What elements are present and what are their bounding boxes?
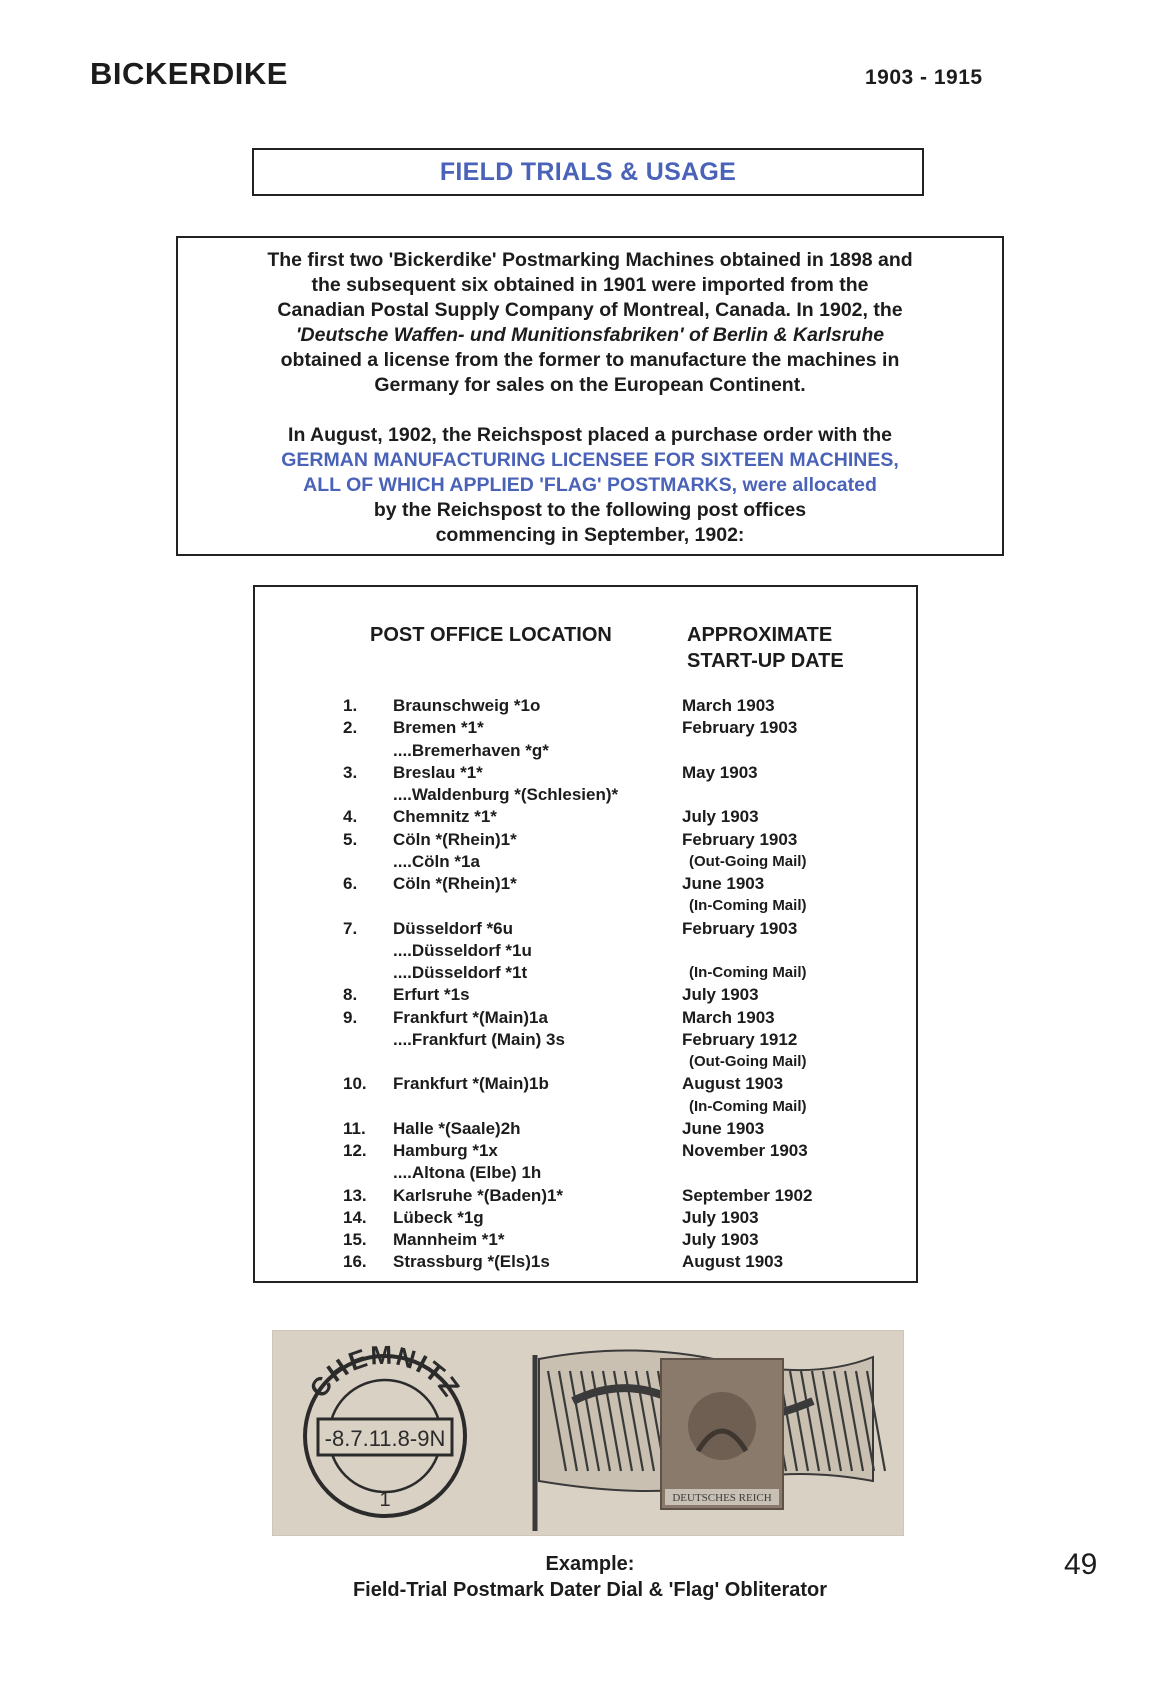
table-row <box>255 1051 916 1073</box>
section-title: FIELD TRIALS & USAGE <box>439 157 737 186</box>
row-date: (Out-Going Mail) <box>689 1053 807 1070</box>
stamp-country-text: DEUTSCHES REICH <box>672 1492 772 1504</box>
svg-text:CHEMNITZ <box>303 1340 467 1404</box>
row-location: ....Waldenburg *(Schlesien)* <box>393 785 619 804</box>
example-caption <box>280 1551 900 1603</box>
row-date: February 1903 <box>682 718 798 738</box>
row-number: 14. <box>343 1207 367 1227</box>
table-row <box>255 851 916 873</box>
table-row <box>255 873 916 895</box>
post-office-table <box>253 585 918 1283</box>
row-location: Bremen *1* <box>393 718 484 738</box>
row-number: 6. <box>343 874 358 893</box>
row-date: May 1903 <box>682 762 758 782</box>
row-location: Chemnitz *1* <box>393 807 497 827</box>
dial-office-number: 1 <box>379 1489 391 1511</box>
postmark-illustration <box>273 1331 903 1535</box>
table-row <box>255 1162 916 1184</box>
table-row <box>255 1229 916 1251</box>
row-number: 10. <box>343 1074 367 1094</box>
row-location: Halle *(Saale)2h <box>393 1118 521 1138</box>
row-number: 12. <box>343 1141 367 1160</box>
row-location: Strassburg *(Els)1s <box>393 1252 550 1272</box>
table-row <box>255 806 916 828</box>
row-location: Lübeck *1g <box>393 1207 484 1227</box>
table-row <box>255 784 916 806</box>
intro-line: Germany for sales on the European Continent. <box>374 374 806 396</box>
table-row <box>255 918 916 940</box>
row-location: ....Frankfurt (Main) 3s <box>393 1029 565 1049</box>
intro-line-highlight: ALL OF WHICH APPLIED 'FLAG' POSTMARKS, were allocated <box>303 474 877 496</box>
table-row <box>255 940 916 962</box>
row-date: August 1903 <box>682 1252 784 1272</box>
intro-line: the subsequent six obtained in 1901 were imported from the <box>311 274 869 296</box>
row-date: February 1903 <box>682 829 798 849</box>
table-row <box>255 1207 916 1229</box>
table-row <box>255 1118 916 1140</box>
table-row <box>255 1185 916 1207</box>
table-row <box>255 717 916 739</box>
row-date: March 1903 <box>682 696 775 715</box>
page-title: BICKERDIKE <box>90 56 288 91</box>
row-number: 11. <box>343 1118 366 1138</box>
table-row <box>255 1029 916 1051</box>
row-location: Frankfurt *(Main)1a <box>393 1007 548 1027</box>
table-row <box>255 740 916 762</box>
intro-line: by the Reichspost to the following post offices <box>373 499 807 521</box>
column-header-date-line1: APPROXIMATE <box>687 624 833 646</box>
row-location: Cöln *(Rhein)1* <box>393 874 517 893</box>
column-header-date <box>687 622 844 674</box>
intro-line-highlight: GERMAN MANUFACTURING LICENSEE FOR SIXTEEN MACHINES, <box>281 449 899 471</box>
row-number: 5. <box>343 829 358 849</box>
row-date: February 1912 <box>682 1029 798 1049</box>
row-date: (Out-Going Mail) <box>689 852 807 870</box>
table-row <box>255 695 916 717</box>
row-date: July 1903 <box>682 1230 759 1249</box>
row-date: (In-Coming Mail) <box>689 897 807 915</box>
row-location: Karlsruhe *(Baden)1* <box>393 1185 564 1205</box>
row-number: 1. <box>343 696 358 715</box>
row-number: 4. <box>343 807 358 827</box>
row-location: ....Altona (Elbe) 1h <box>393 1163 542 1183</box>
dial-date: -8.7.11.8-9N <box>324 1426 446 1451</box>
postmark-specimen <box>272 1330 904 1536</box>
row-date: June 1903 <box>682 1118 765 1138</box>
intro-line: Canadian Postal Supply Company of Montreal, Canada. In 1902, the <box>277 299 903 321</box>
intro-line: The first two 'Bickerdike' Postmarking Machines obtained in 1898 and <box>267 249 913 271</box>
intro-line: 'Deutsche Waffen- und Munitionsfabriken' of Berlin & Karlsruhe <box>295 324 885 346</box>
row-location: Mannheim *1* <box>393 1230 505 1249</box>
row-location: Erfurt *1s <box>393 985 470 1005</box>
intro-line: commencing in September, 1902: <box>435 524 745 546</box>
intro-text-box <box>176 236 1004 556</box>
section-title-box <box>252 148 924 196</box>
table-row <box>255 895 916 917</box>
column-header-date-line2: START-UP DATE <box>687 650 844 672</box>
row-number: 7. <box>343 918 358 938</box>
row-number: 16. <box>343 1252 367 1272</box>
row-number: 3. <box>343 762 358 782</box>
table-row <box>255 829 916 851</box>
row-location: Breslau *1* <box>393 762 483 782</box>
intro-line: obtained a license from the former to manufacture the machines in <box>280 349 900 371</box>
row-location: Frankfurt *(Main)1b <box>393 1074 549 1094</box>
caption-line1: Example: <box>545 1553 635 1575</box>
table-row <box>255 1073 916 1095</box>
row-number: 8. <box>343 985 358 1005</box>
row-location: ....Cöln *1a <box>393 851 480 871</box>
row-date: September 1902 <box>682 1185 813 1205</box>
row-location: Braunschweig *1o <box>393 696 541 715</box>
row-date: February 1903 <box>682 918 798 938</box>
row-date: July 1903 <box>682 807 759 827</box>
intro-paragraph-1 <box>208 248 972 398</box>
table-row <box>255 984 916 1006</box>
page-number: 49 <box>1064 1548 1098 1581</box>
row-location: Düsseldorf *6u <box>393 918 513 938</box>
row-date: March 1903 <box>682 1007 775 1027</box>
row-number: 9. <box>343 1007 358 1027</box>
row-number: 2. <box>343 718 358 738</box>
row-location: Hamburg *1x <box>393 1141 498 1160</box>
intro-paragraph-2 <box>208 423 972 548</box>
row-location: ....Bremerhaven *g* <box>393 740 549 760</box>
table-row <box>255 1140 916 1162</box>
row-date: August 1903 <box>682 1074 784 1094</box>
row-date: July 1903 <box>682 985 759 1005</box>
row-date: June 1903 <box>682 874 765 893</box>
row-number: 15. <box>343 1230 367 1249</box>
column-header-location: POST OFFICE LOCATION <box>370 624 612 646</box>
intro-line: In August, 1902, the Reichspost placed a purchase order with the <box>288 424 892 446</box>
table-row <box>255 1251 916 1273</box>
postage-stamp-icon <box>661 1359 783 1509</box>
row-date: (In-Coming Mail) <box>689 1097 807 1115</box>
row-location: Cöln *(Rhein)1* <box>393 829 517 849</box>
row-location: ....Düsseldorf *1u <box>393 940 532 960</box>
row-location: ....Düsseldorf *1t <box>393 963 528 982</box>
row-date: July 1903 <box>682 1207 759 1227</box>
dial-city: CHEMNITZ <box>303 1339 467 1404</box>
date-range: 1903 - 1915 <box>865 66 983 89</box>
row-date: (In-Coming Mail) <box>689 964 807 981</box>
table-row <box>255 762 916 784</box>
table-row <box>255 1007 916 1029</box>
table-row <box>255 962 916 984</box>
caption-line2: Field-Trial Postmark Dater Dial & 'Flag' Obliterator <box>352 1579 828 1601</box>
row-date: November 1903 <box>682 1141 808 1160</box>
row-number: 13. <box>343 1185 367 1205</box>
table-row <box>255 1096 916 1118</box>
